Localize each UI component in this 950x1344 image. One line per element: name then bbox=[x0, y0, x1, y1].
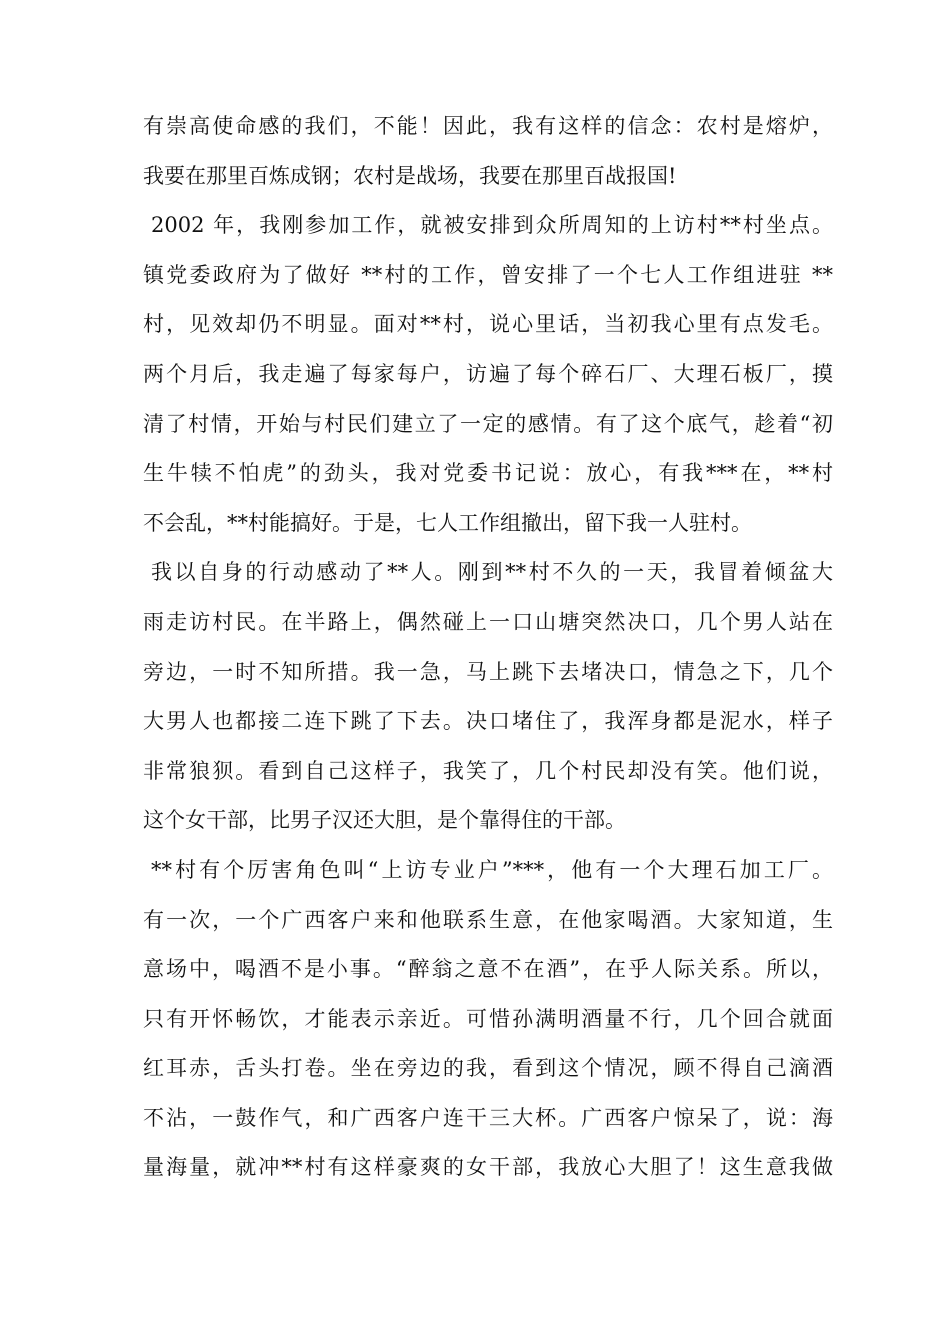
text-line: 不沾，一鼓作气，和广西客户连干三大杯。广西客户惊呆了，说：海 bbox=[143, 1105, 833, 1130]
text-line: 不会乱，**村能搞好。于是，七人工作组撤出，留下我一人驻村。 bbox=[143, 510, 752, 535]
text-line: 生牛犊不怕虎”的劲头，我对党委书记说：放心，有我***在，**村 bbox=[143, 461, 833, 486]
text-line: 有一次，一个广西客户来和他联系生意，在他家喝酒。大家知道，生 bbox=[143, 907, 833, 932]
text-line: 有崇高使命感的我们，不能！因此，我有这样的信念：农村是熔炉， bbox=[143, 114, 833, 138]
text-line: 量海量，就冲**村有这样豪爽的女干部，我放心大胆了！这生意我做 bbox=[143, 1155, 833, 1180]
text-line: 只有开怀畅饮，才能表示亲近。可惜孙满明酒量不行，几个回合就面 bbox=[143, 1006, 833, 1031]
text-line: 大男人也都接二连下跳了下去。决口堵住了，我浑身都是泥水，样子 bbox=[143, 709, 833, 734]
text-line: 我要在那里百炼成钢；农村是战场，我要在那里百战报国! bbox=[143, 163, 677, 188]
text-line: 雨走访村民。在半路上，偶然碰上一口山塘突然决口，几个男人站在 bbox=[143, 609, 833, 634]
text-line: 这个女干部，比男子汉还大胆，是个靠得住的干部。 bbox=[143, 808, 626, 833]
text-line: 镇党委政府为了做好 **村的工作，曾安排了一个七人工作组进驻 ** bbox=[143, 262, 833, 287]
paragraph-first-line: 我以自身的行动感动了**人。刚到**村不久的一天，我冒着倾盆大 bbox=[151, 560, 833, 585]
body-text bbox=[143, 102, 833, 1193]
text-line: 非常狼狈。看到自己这样子，我笑了，几个村民却没有笑。他们说， bbox=[143, 758, 833, 783]
paragraph-first-line: 2002 年，我刚参加工作，就被安排到众所周知的上访村**村坐点。 bbox=[151, 213, 833, 238]
text-line: 村，见效却仍不明显。面对**村，说心里话，当初我心里有点发毛。 bbox=[143, 312, 833, 337]
text-line: 旁边，一时不知所措。我一急，马上跳下去堵决口，情急之下，几个 bbox=[143, 659, 833, 684]
paragraph-first-line: **村有个厉害角色叫“上访专业户”***，他有一个大理石加工厂。 bbox=[151, 857, 833, 882]
text-line: 意场中，喝酒不是小事。“醉翁之意不在酒”，在乎人际关系。所以， bbox=[143, 957, 833, 982]
text-line: 清了村情，开始与村民们建立了一定的感情。有了这个底气，趁着“初 bbox=[143, 411, 833, 436]
text-line: 两个月后，我走遍了每家每户，访遍了每个碎石厂、大理石板厂，摸 bbox=[143, 361, 833, 386]
text-line: 红耳赤，舌头打卷。坐在旁边的我，看到这个情况，顾不得自己滴酒 bbox=[143, 1056, 833, 1081]
